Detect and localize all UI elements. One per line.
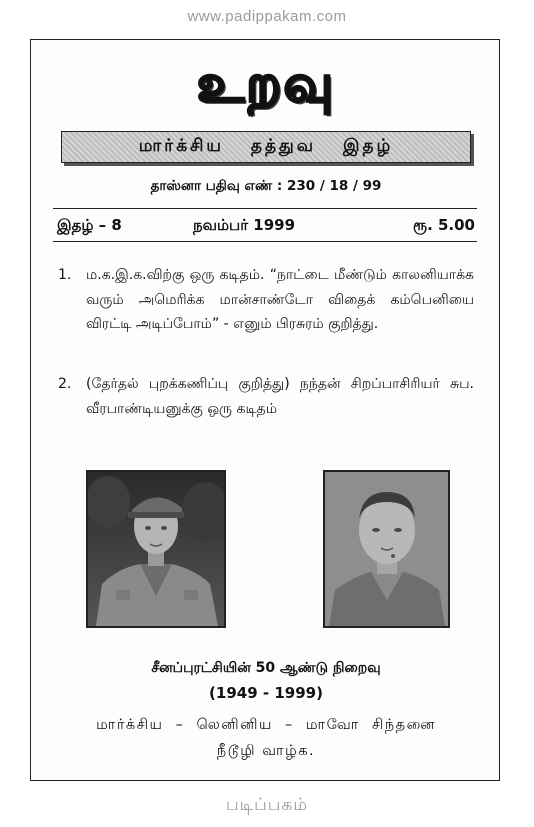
contents-item-number: 2. xyxy=(58,376,72,392)
issue-price: ரூ. 5.00 xyxy=(413,216,475,234)
divider-top xyxy=(53,208,477,209)
anniversary-years: (1949 - 1999) xyxy=(209,684,323,702)
portrait-left-image xyxy=(88,472,224,626)
magazine-title: உறவு xyxy=(196,54,336,114)
portrait-photo-left xyxy=(86,470,226,628)
site-url: www.padippakam.com xyxy=(187,8,347,25)
portrait-photo-right xyxy=(323,470,450,628)
contents-item-text: ம.க.இ.க.விற்கு ஒரு கடிதம். “நாட்டை மீண்டும் காலனியாக்க வரும் அமெரிக்க மான்சாண்டோ விதைக் கம்பெனியை விரட்டி அடிப்போம்” - எனும் பிரசுரம் குறித்து. xyxy=(86,267,474,332)
magazine-cover xyxy=(30,39,500,781)
footer-watermark: படிப்பகம் xyxy=(225,795,309,815)
issue-date: நவம்பர் 1999 xyxy=(193,216,296,234)
slogan-line-1: மார்க்சிய – லெனினிய – மாவோ சிந்தனை xyxy=(96,717,436,733)
contents-item-text: (தேர்தல் புறக்கணிப்பு குறித்து) நந்தன் சிறப்பாசிரியர் சுப. வீரபாண்டியனுக்கு ஒரு கடிதம் xyxy=(86,376,474,417)
anniversary-caption: சீனப்புரட்சியின் 50 ஆண்டு நிறைவு xyxy=(151,660,381,676)
portrait-right-image xyxy=(325,472,448,626)
subtitle-banner xyxy=(61,131,471,163)
contents-item-number: 1. xyxy=(58,267,72,283)
divider-bottom xyxy=(53,241,477,242)
issue-number: இதழ் – 8 xyxy=(57,216,122,234)
magazine-subtitle: மார்க்சிய தத்துவ இதழ் xyxy=(138,136,394,156)
slogan-line-2: நீடூழி வாழ்க. xyxy=(216,743,316,759)
registration-number: தாஸ்னா பதிவு எண் : 230 / 18 / 99 xyxy=(150,178,382,194)
issue-info-row xyxy=(57,216,477,236)
